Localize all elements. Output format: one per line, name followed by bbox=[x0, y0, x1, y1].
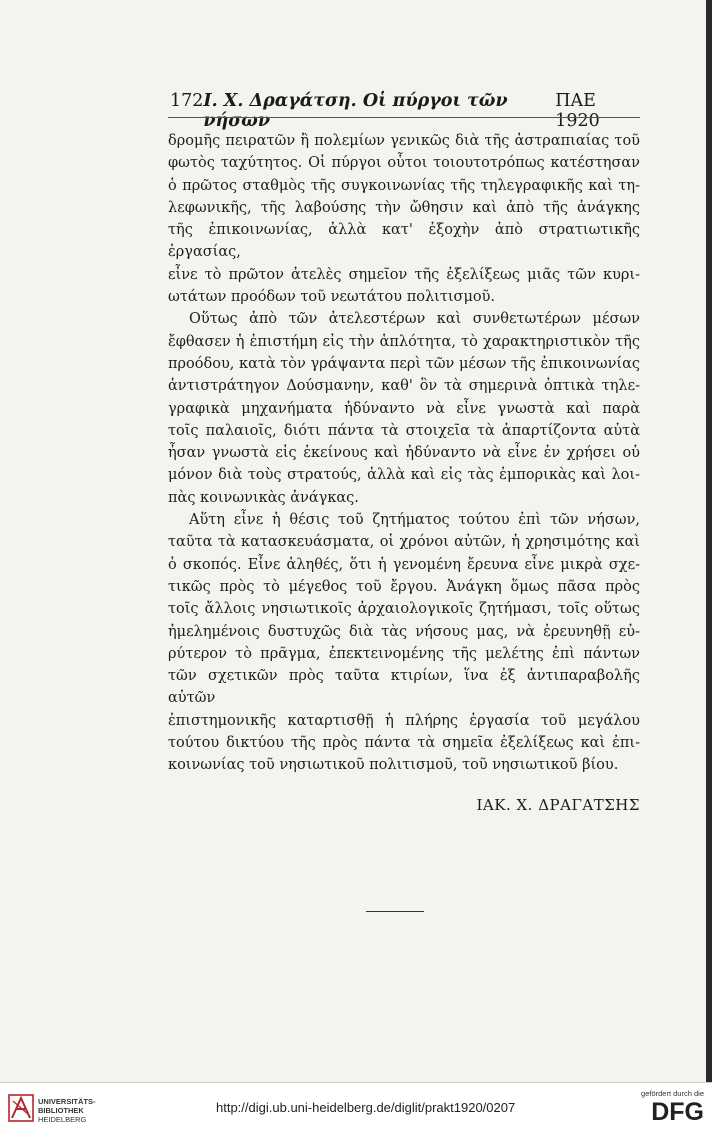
library-name bbox=[38, 1097, 96, 1124]
text-line: ρύτερον τὸ πρᾶγμα, ἐπεκτεινομένης τῆς μελέτης ἐπὶ πάντων bbox=[168, 645, 640, 662]
text-line: εἶνε τὸ πρῶτον ἀτελὲς σημεῖον τῆς ἐξελίξεως μιᾶς τῶν κυρι- bbox=[168, 266, 640, 283]
text-line: ὁ σκοπός. Εἶνε ἀληθές, ὅτι ἡ γενομένη ἔρευνα εἶνε μικρὰ σχε- bbox=[168, 556, 640, 573]
text-line: ωτάτων προόδων τοῦ νεωτάτου πολιτισμοῦ. bbox=[168, 289, 496, 306]
running-header bbox=[170, 91, 640, 131]
text-line: ταῦτα τὰ κατασκευάσματα, οἱ χρόνοι αὐτῶν, ἡ χρησιμότης καὶ bbox=[168, 534, 640, 551]
text-line: προόδου, κατὰ τὸν γράψαντα περὶ τῶν μέσων τῆς ἐπικοινωνίας bbox=[168, 355, 641, 372]
text-line: γραφικὰ μηχανήματα ἠδύναντο νὰ εἶνε γνωστὰ καὶ παρὰ bbox=[168, 400, 640, 417]
text-line: Αὕτη εἶνε ἡ θέσις τοῦ ζητήματος τούτου ἐπὶ τῶν νήσων, bbox=[189, 512, 640, 529]
text-line: τῶν σχετικῶν πρὸς ταῦτα κτιρίων, ἵνα ἐξ ἀντιπαραβολῆς αὐτῶν bbox=[168, 668, 640, 707]
author-signature: ΙΑΚ. Χ. ΔΡΑΓΑΤΣΗΣ bbox=[476, 796, 640, 814]
body-text bbox=[168, 130, 640, 777]
header-title: Ι. Χ. Δραγάτση. Οἱ πύργοι τῶν νήσων bbox=[203, 91, 508, 131]
header-rule bbox=[168, 117, 640, 118]
text-line: τοῖς ἄλλοις νησιωτικοῖς ἀρχαιολογικοῖς ζητήμασι, τοῖς οὕτως bbox=[168, 601, 640, 618]
text-line: τοῖς παλαιοῖς, διότι πάντα τὰ στοιχεῖα τὰ ἀπαρτίζοντα αὐτὰ bbox=[168, 422, 640, 439]
page-number: 172 bbox=[170, 91, 204, 111]
text-line: δρομῆς πειρατῶν ἢ πολεμίων γενικῶς διὰ τῆς ἀστραπιαίας τοῦ bbox=[168, 133, 640, 149]
text-line: ἀντιστράτηγον Δούσμανην, καθ' ὃν τὰ σημερινὰ ὀπτικὰ τηλε- bbox=[168, 378, 640, 395]
text-line: ἠμελημένοις δυστυχῶς διὰ τὰς νήσους μας, νὰ ἐρευνηθῇ εὐ- bbox=[168, 623, 640, 640]
library-line: HEIDELBERG bbox=[38, 1114, 87, 1124]
text-line: πὰς κοινωνικὰς ἀνάγκας. bbox=[168, 489, 359, 506]
text-line: ἦσαν γνωστὰ εἰς ἐκείνους καὶ ἠδύναντο νὰ εἶνε ἐν χρήσει οὐ bbox=[168, 445, 640, 462]
library-logo[interactable] bbox=[8, 1093, 96, 1127]
text-line: Οὕτως ἀπὸ τῶν ἀτελεστέρων καὶ συνθετωτέρων μέσων bbox=[189, 311, 640, 328]
library-logo-icon bbox=[8, 1093, 34, 1127]
dfg-logo: DFG bbox=[651, 1098, 704, 1126]
funding-caption: gefördert durch die bbox=[641, 1089, 704, 1098]
text-line: ἐπιστημονικῆς καταρτισθῇ ἡ πλήρης ἐργασία τοῦ μεγάλου bbox=[168, 712, 640, 729]
text-line: λεφωνικῆς, τῆς λαβούσης τὴν ὤθησιν καὶ ἀπὸ τῆς ἀνάγκης bbox=[168, 199, 640, 216]
text-line: τῆς ἐπικοινωνίας, ἀλλὰ κατ' ἐξοχὴν ἀπὸ στρατιωτικῆς ἐργασίας, bbox=[168, 222, 640, 261]
end-rule bbox=[366, 911, 424, 912]
paragraph-1 bbox=[168, 130, 640, 308]
permalink-url[interactable]: http://digi.ub.uni-heidelberg.de/diglit/prakt1920/0207 bbox=[216, 1100, 516, 1115]
text-line: μόνον διὰ τοὺς στρατούς, ἀλλὰ καὶ εἰς τὰς ἐμπορικὰς καὶ λοι- bbox=[168, 467, 640, 484]
scan-edge bbox=[706, 0, 712, 1082]
text-line: τούτου δικτύου τῆς πρὸς πάντα τὰ σημεῖα ἐξελίξεως καὶ ἐπι- bbox=[168, 735, 640, 752]
text-line: τικῶς πρὸς τὸ μέγεθος τοῦ ἔργου. Ἀνάγκη ὅμως πᾶσα πρὸς bbox=[168, 578, 640, 595]
text-line: φωτὸς ταχύτητος. Οἱ πύργοι οὗτοι τοιουτοτρόπως κατέστησαν bbox=[168, 155, 640, 172]
paragraph-3 bbox=[168, 509, 640, 777]
text-line: ἔφθασεν ἡ ἐπιστήμη εἰς τὴν ἁπλότητα, τὸ χαρακτηριστικὸν τῆς bbox=[168, 333, 640, 350]
library-line: BIBLIOTHEK bbox=[38, 1105, 84, 1115]
text-line: ὁ πρῶτος σταθμὸς τῆς συγκοινωνίας τῆς τηλεγραφικῆς καὶ τη- bbox=[168, 177, 640, 194]
library-line: UNIVERSITÄTS- bbox=[38, 1096, 96, 1106]
footer-bar bbox=[0, 1082, 712, 1138]
funder-badge[interactable] bbox=[614, 1089, 704, 1126]
paragraph-2 bbox=[168, 308, 640, 509]
journal-label: ΠΑΕ 1920 bbox=[555, 91, 600, 131]
text-line: κοινωνίας τοῦ νησιωτικοῦ πολιτισμοῦ, τοῦ νησιωτικοῦ βίου. bbox=[168, 757, 619, 774]
